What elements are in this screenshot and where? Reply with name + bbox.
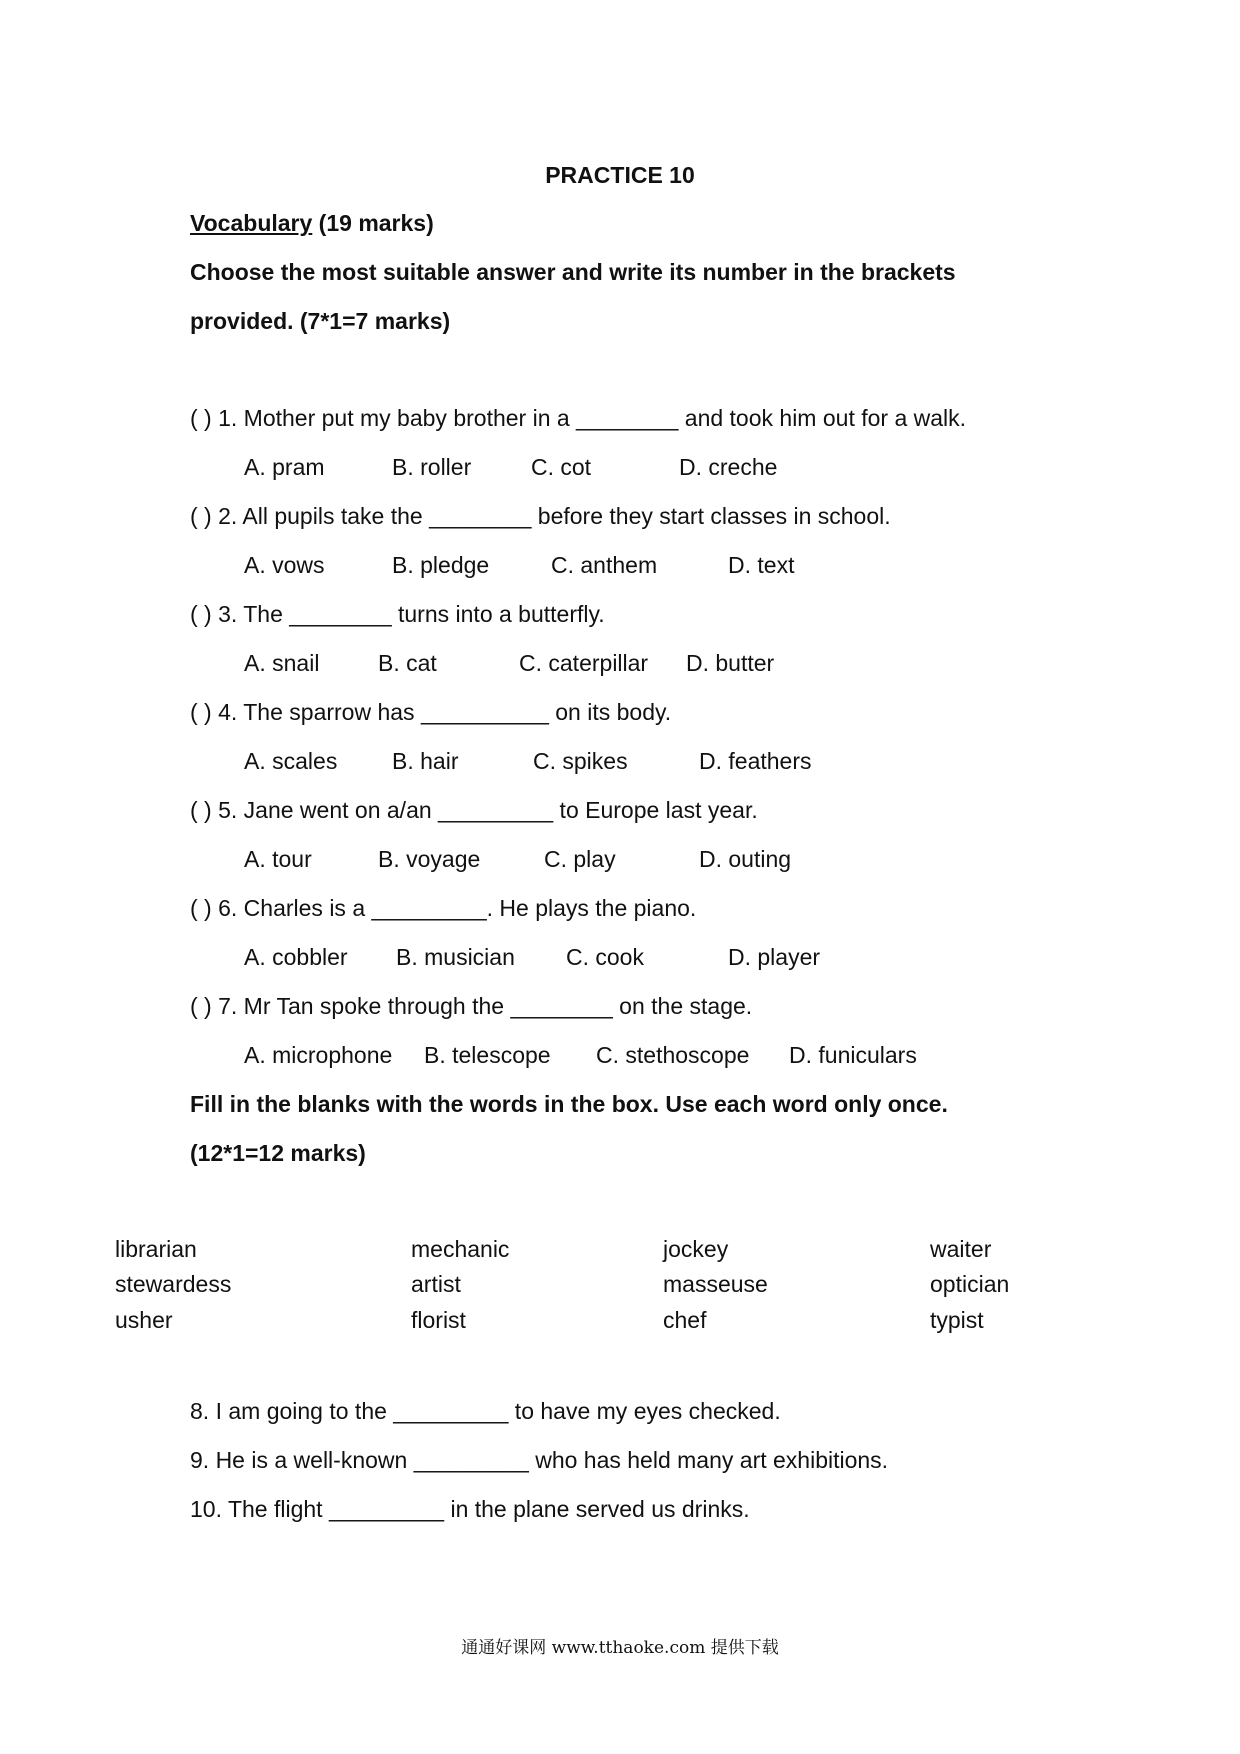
option-d: D. player (728, 944, 821, 970)
option-d: D. feathers (699, 748, 812, 774)
option-b: B. roller (392, 454, 472, 480)
question-2-stem: ( ) 2. All pupils take the ________ before they start classes in school. (190, 503, 891, 529)
question-7-stem: ( ) 7. Mr Tan spoke through the ________ on the stage. (190, 993, 753, 1019)
question-1-stem: ( ) 1. Mother put my baby brother in a ________ and took him out for a walk. (190, 405, 967, 431)
option-c: C. play (544, 846, 616, 872)
word-box-item: waiter (930, 1236, 992, 1262)
page-footer: 通通好课网 www.tthaoke.com 提供下载 (461, 1638, 779, 1658)
section2-instruction-line2: (12*1=12 marks) (190, 1140, 366, 1166)
word-box-item: mechanic (411, 1236, 510, 1262)
option-d: D. text (728, 552, 795, 578)
word-box-item: jockey (663, 1236, 729, 1262)
word-box-item: typist (930, 1307, 984, 1333)
question-6-stem: ( ) 6. Charles is a _________. He plays the piano. (190, 895, 697, 921)
option-d: D. butter (686, 650, 775, 676)
option-b: B. telescope (424, 1042, 551, 1068)
fill-sentence-10: 10. The flight _________ in the plane served us drinks. (190, 1496, 750, 1522)
word-box-item: masseuse (663, 1271, 768, 1297)
option-d: D. creche (679, 454, 778, 480)
word-box-item: librarian (115, 1236, 197, 1262)
question-5-stem: ( ) 5. Jane went on a/an _________ to Europe last year. (190, 797, 758, 823)
option-d: D. funiculars (789, 1042, 917, 1068)
option-b: B. voyage (378, 846, 481, 872)
option-b: B. musician (396, 944, 515, 970)
word-box-item: florist (411, 1307, 466, 1333)
option-a: A. microphone (244, 1042, 393, 1068)
word-box-item: artist (411, 1271, 461, 1297)
vocabulary-label: Vocabulary (190, 210, 313, 236)
option-b: B. hair (392, 748, 459, 774)
option-c: C. anthem (551, 552, 658, 578)
option-a: A. snail (244, 650, 320, 676)
option-a: A. scales (244, 748, 338, 774)
option-c: C. cook (566, 944, 644, 970)
option-a: A. pram (244, 454, 325, 480)
word-box-item: chef (663, 1307, 707, 1333)
option-a: A. cobbler (244, 944, 348, 970)
section1-instruction-line2: provided. (7*1=7 marks) (190, 308, 451, 334)
option-b: B. cat (378, 650, 437, 676)
option-c: C. caterpillar (519, 650, 649, 676)
word-box-item: optician (930, 1271, 1010, 1297)
option-b: B. pledge (392, 552, 490, 578)
option-a: A. tour (244, 846, 312, 872)
page-title: PRACTICE 10 (545, 162, 695, 188)
option-d: D. outing (699, 846, 792, 872)
word-box-item: stewardess (115, 1271, 232, 1297)
section2-instruction-line1: Fill in the blanks with the words in the box. Use each word only once. (190, 1091, 948, 1117)
option-c: C. cot (531, 454, 592, 480)
vocabulary-marks: (19 marks) (312, 210, 434, 236)
question-4-stem: ( ) 4. The sparrow has __________ on its body. (190, 699, 672, 725)
option-c: C. stethoscope (596, 1042, 750, 1068)
fill-sentence-8: 8. I am going to the _________ to have my eyes checked. (190, 1398, 781, 1424)
fill-sentence-9: 9. He is a well-known _________ who has held many art exhibitions. (190, 1447, 889, 1473)
word-box-item: usher (115, 1307, 173, 1333)
vocabulary-heading (190, 210, 434, 237)
section1-instruction-line1: Choose the most suitable answer and write its number in the brackets (190, 259, 956, 285)
option-c: C. spikes (533, 748, 628, 774)
question-3-stem: ( ) 3. The ________ turns into a butterfly. (190, 601, 605, 627)
option-a: A. vows (244, 552, 325, 578)
